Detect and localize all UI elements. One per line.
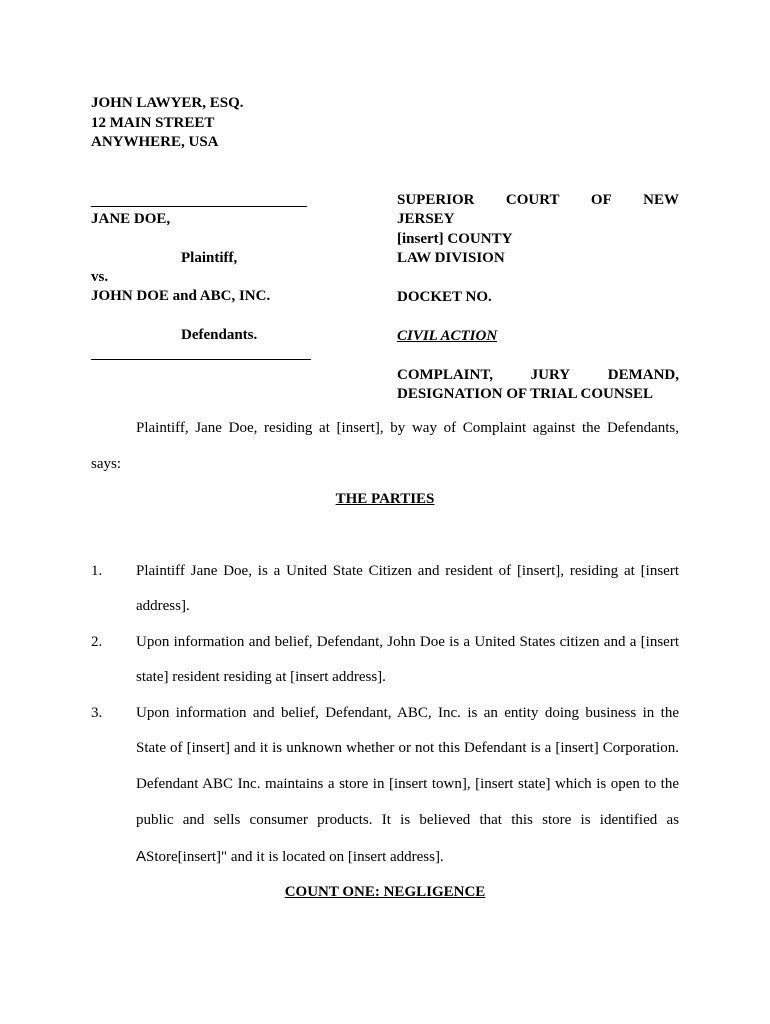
defendants-name: JOHN DOE and ABC, INC. (91, 288, 271, 304)
stray-glyph: A (136, 848, 147, 865)
item-text-line: Plaintiff Jane Doe, is a United State Citizen and resident of [insert], residing at [insert (136, 563, 679, 579)
court-word: COURT (505, 192, 560, 208)
item-text-line: Defendant ABC Inc. maintains a store in [insert town], [insert state] which is open to the (136, 776, 679, 792)
court-county: [insert] COUNTY (397, 230, 513, 247)
plaintiff-role: Plaintiff, (181, 250, 238, 266)
court-block (397, 191, 679, 269)
item-number: 3. (91, 705, 103, 721)
item-text-line: state] resident residing at [insert address]. (136, 669, 386, 685)
court-division: LAW DIVISION (397, 250, 505, 267)
caption-bottom-rule (91, 359, 311, 360)
versus-label: vs. (91, 269, 109, 285)
title-word: JURY (530, 367, 571, 383)
item-text-line: address]. (136, 598, 190, 614)
court-state: JERSEY (397, 211, 455, 228)
court-word: OF (590, 192, 612, 208)
caption-top-rule (91, 206, 307, 207)
plaintiff-name: JANE DOE, (91, 211, 171, 227)
item-text-line: State of [insert] and it is unknown whether or not this Defendant is a [insert] Corporation. (136, 740, 679, 756)
court-name-line (397, 191, 679, 210)
intro-line: Plaintiff, Jane Doe, residing at [insert], by way of Complaint against the Defendants, (136, 420, 679, 436)
item-text-line: public and sells consumer products. It is believed that this store is identified as (136, 812, 679, 828)
attorney-city: ANYWHERE, USA (91, 134, 219, 150)
item-text-line (136, 848, 679, 866)
count-one-heading: COUNT ONE: NEGLIGENCE (284, 884, 486, 900)
court-word: SUPERIOR (397, 192, 475, 208)
document-title-line2: DESIGNATION OF TRIAL COUNSEL (397, 386, 654, 403)
item-number: 1. (91, 563, 103, 579)
item-text-rest: Store[insert]" and it is located on [insert address]. (146, 849, 444, 865)
document-title-line (397, 366, 679, 385)
civil-action-label: CIVIL ACTION (397, 328, 498, 344)
item-text-line: Upon information and belief, Defendant, ABC, Inc. is an entity doing business in the (136, 705, 679, 721)
intro-line: says: (91, 456, 121, 472)
court-word: NEW (643, 192, 679, 208)
docket-number: DOCKET NO. (397, 289, 492, 305)
defendants-role: Defendants. (181, 327, 258, 343)
title-word: DEMAND, (607, 367, 679, 383)
item-number: 2. (91, 634, 103, 650)
title-word: COMPLAINT, (397, 367, 493, 383)
parties-heading: THE PARTIES (335, 491, 435, 507)
item-text-line: Upon information and belief, Defendant, John Doe is a United States citizen and a [insert (136, 634, 679, 650)
document-title (397, 366, 679, 405)
attorney-name: JOHN LAWYER, ESQ. (91, 95, 244, 111)
attorney-street: 12 MAIN STREET (91, 115, 215, 131)
